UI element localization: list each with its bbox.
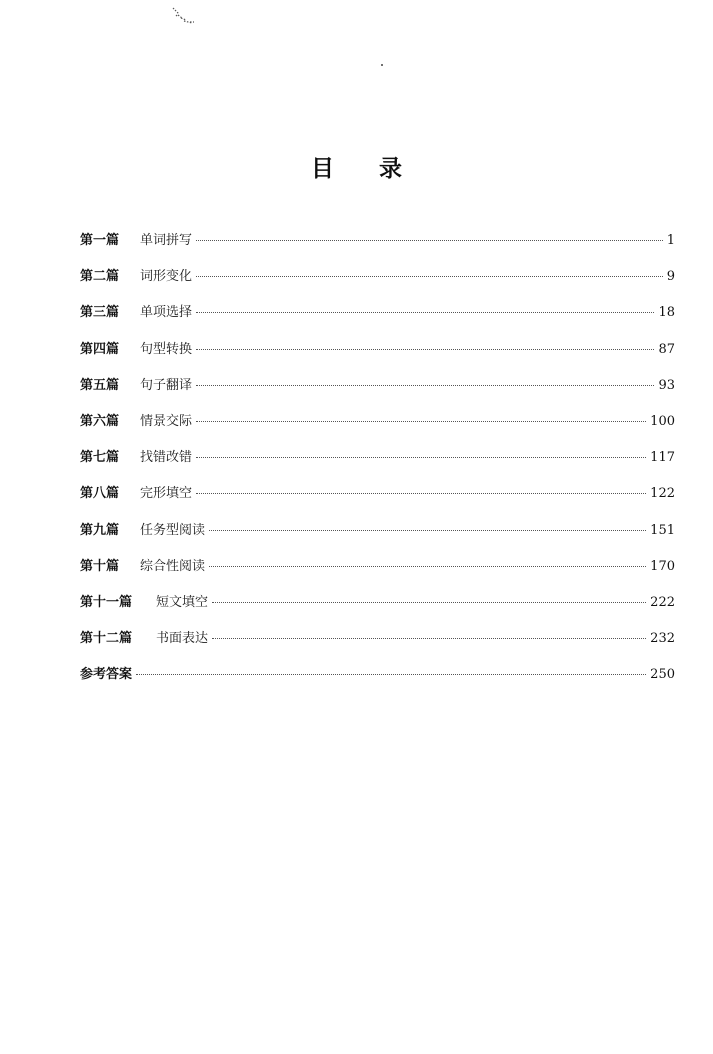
toc-entry-part: 第一篇	[80, 233, 120, 248]
toc-entry-part: 第四篇	[80, 341, 120, 357]
toc-entry-page: 170	[650, 558, 675, 574]
toc-entry-page: 222	[650, 594, 675, 610]
toc-entry-page: 93	[658, 377, 675, 393]
toc-dot-leader	[136, 674, 646, 675]
toc-entry-page: 232	[650, 631, 675, 647]
toc-entry[interactable]	[80, 628, 675, 664]
toc-entry-title: 情景交际	[140, 413, 193, 429]
toc-entry-title: 短文填空	[156, 594, 209, 610]
toc-entry-page: 250	[650, 667, 675, 683]
toc-entry-page: 117	[650, 450, 675, 466]
toc-entry-page: 18	[658, 305, 675, 321]
toc-dot-leader	[196, 312, 654, 313]
toc-entry-title: 句子翻译	[140, 377, 193, 393]
toc-entry-page: 87	[658, 341, 675, 357]
toc-dot-leader	[196, 493, 646, 494]
toc-entry-part: 第十二篇	[80, 631, 133, 647]
toc-entry[interactable]	[80, 411, 675, 447]
toc-entry-title: 句型转换	[140, 341, 193, 357]
toc-dot-leader	[196, 240, 663, 241]
toc-entry-title: 综合性阅读	[140, 558, 206, 574]
toc-entry-page: 1	[666, 233, 675, 248]
page-title	[0, 146, 713, 186]
title-char-1: 目	[311, 155, 334, 182]
toc-entry[interactable]	[80, 483, 675, 519]
toc-dot-leader	[209, 566, 646, 567]
toc-entry-page: 122	[650, 486, 675, 502]
toc-entry[interactable]	[80, 302, 675, 338]
toc-dot-leader	[196, 421, 646, 422]
toc-entry-title: 单词拼写	[140, 233, 193, 248]
toc-dot-leader	[212, 602, 646, 603]
toc-entry-title: 词形变化	[140, 269, 193, 285]
toc-entry-part: 第二篇	[80, 269, 120, 285]
toc-dot-leader	[196, 349, 654, 350]
toc-entry-part: 第六篇	[80, 413, 120, 429]
toc-entry-part: 第八篇	[80, 486, 120, 502]
toc-entry[interactable]	[80, 447, 675, 483]
toc-entry-part: 第三篇	[80, 305, 120, 321]
toc-entry-title: 找错改错	[140, 450, 193, 466]
toc-entry[interactable]	[80, 266, 675, 302]
toc-entry-part: 参考答案	[80, 667, 133, 683]
scan-speck	[381, 64, 383, 66]
toc-entry-part: 第七篇	[80, 450, 120, 466]
toc-entry[interactable]	[80, 230, 675, 266]
toc-entry-part: 第十篇	[80, 558, 120, 574]
toc-entry-page: 151	[650, 522, 675, 538]
toc-entry-title: 单项选择	[140, 305, 193, 321]
title-char-2: 录	[379, 155, 402, 182]
toc-entry-title: 完形填空	[140, 486, 193, 502]
toc-dot-leader	[196, 276, 663, 277]
toc-entry[interactable]	[80, 556, 675, 592]
toc-entry[interactable]	[80, 664, 675, 700]
toc-entry-title: 任务型阅读	[140, 522, 206, 538]
toc-entry-page: 100	[650, 413, 675, 429]
toc-dot-leader	[196, 457, 646, 458]
toc-entry-title: 书面表达	[156, 631, 209, 647]
toc-entry[interactable]	[80, 520, 675, 556]
toc-entry-part: 第九篇	[80, 522, 120, 538]
toc-dot-leader	[209, 530, 646, 531]
toc-entry[interactable]	[80, 375, 675, 411]
toc-entry-part: 第五篇	[80, 377, 120, 393]
toc-entry[interactable]	[80, 339, 675, 375]
table-of-contents	[80, 230, 675, 700]
toc-entry[interactable]	[80, 592, 675, 628]
toc-entry-part: 第十一篇	[80, 594, 133, 610]
toc-dot-leader	[196, 385, 654, 386]
toc-dot-leader	[212, 638, 646, 639]
toc-entry-page: 9	[666, 269, 675, 285]
scan-artifact-mark	[170, 6, 204, 28]
